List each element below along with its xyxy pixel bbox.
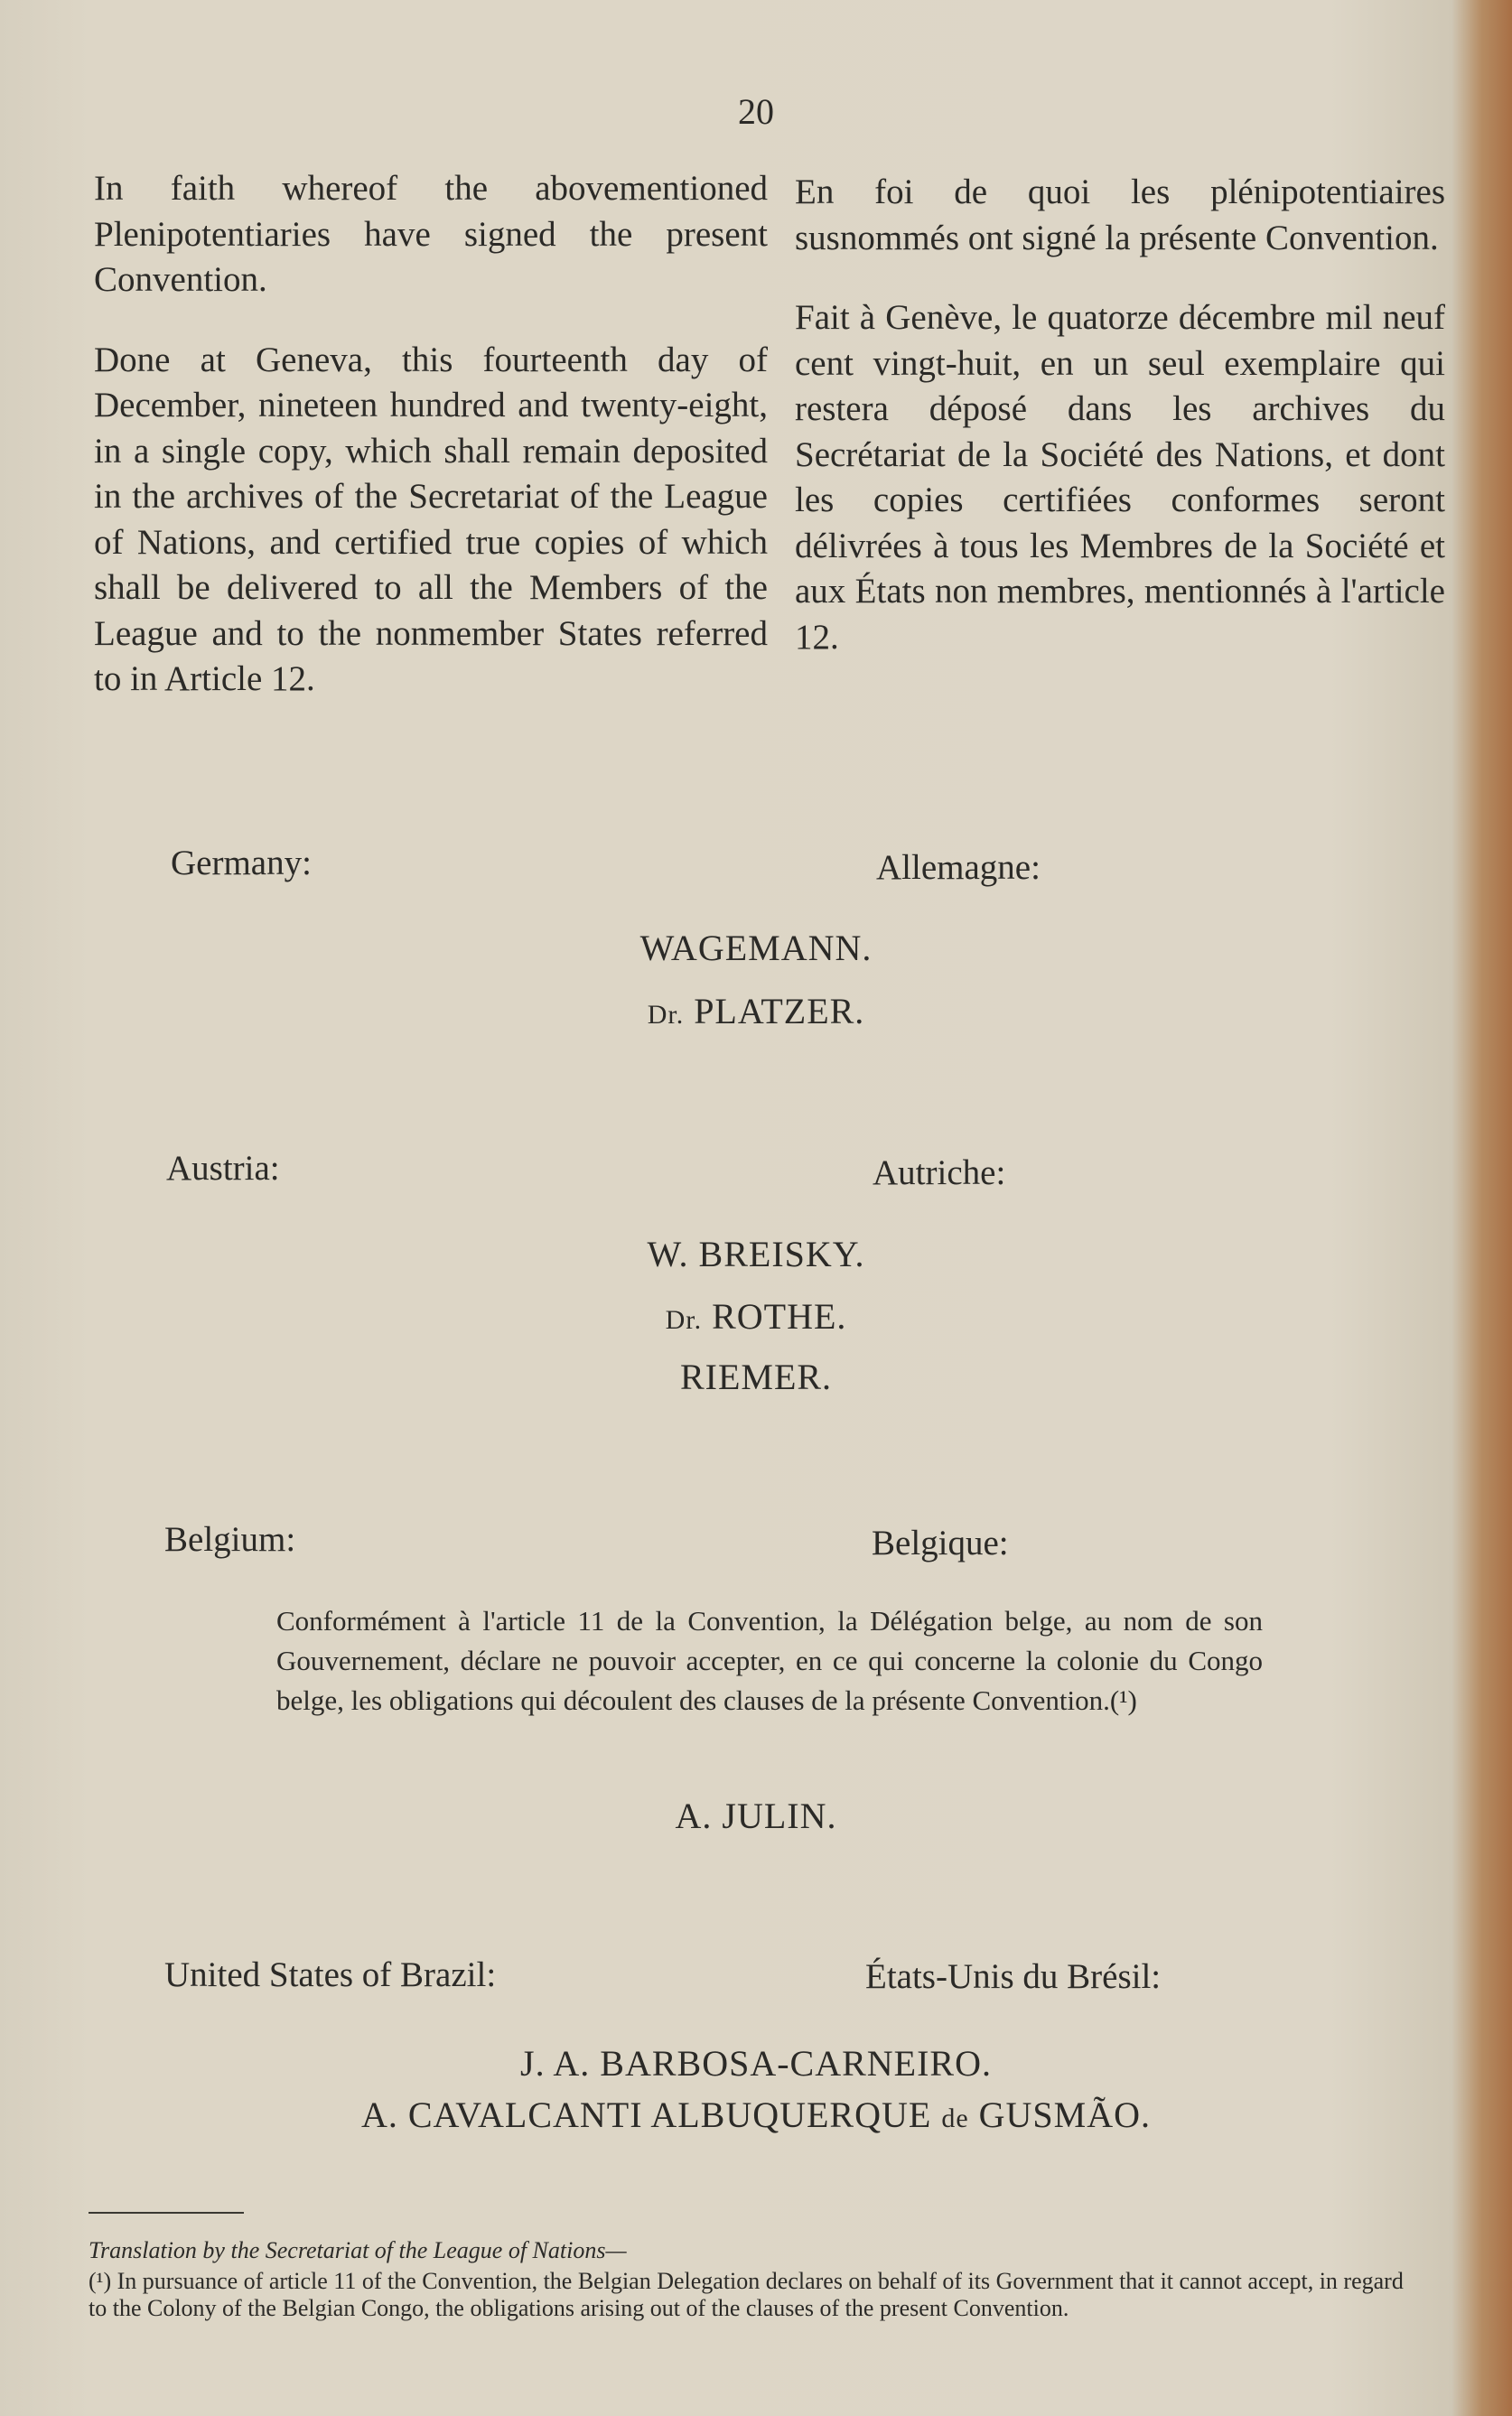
signatory-title-prefix: Dr.: [647, 1000, 685, 1030]
signatory-name-text: J. A. BARBOSA-CARNEIRO.: [520, 2043, 992, 2084]
footnote-text: In pursuance of article 11 of the Convention, the Belgian Delegation declares on behalf of its Government that it cannot accept, in regard to the Colony of the Belgian Congo, the obligations arising out of the clauses of the present Convention.: [89, 2268, 1404, 2321]
english-paragraph-done-at-geneva: Done at Geneva, this fourteenth day of December, nineteen hundred and twenty-eight, in a single copy, which shall remain deposited in the archives of the Secretariat of the League of Nations, and certified true copies of which shall be delivered to all the Members of the League and to the nonmember States referred to in Article 12.: [94, 340, 768, 698]
signatory-name-text: W. BREISKY.: [647, 1234, 865, 1274]
page-number: 20: [738, 91, 774, 132]
signatory-name-particle: de: [941, 2104, 969, 2133]
signatory-name: [0, 2094, 1512, 2136]
signatory-name-text: RIEMER.: [679, 1357, 833, 1397]
signatory-name-text: A. CAVALCANTI ALBUQUERQUE: [360, 2094, 932, 2135]
signatory-name-text: WAGEMANN.: [639, 928, 873, 968]
french-column: [795, 170, 1445, 660]
footnote-title: Translation by the Secretariat of the League of Nations—: [89, 2237, 627, 2263]
country-label-brazil-en: United States of Brazil:: [164, 1955, 497, 1994]
french-paragraph-en-foi: En foi de quoi les plénipotentiaires susnommés ont signé la présente Convention.: [795, 173, 1445, 257]
footnote-marker: (¹): [89, 2268, 112, 2294]
signatory-name-text: A. JULIN.: [675, 1796, 837, 1836]
signatory-name: [0, 1295, 1512, 1338]
signatory-title-prefix: Dr.: [665, 1305, 703, 1335]
country-label-austria-en: Austria:: [166, 1149, 280, 1188]
signatory-name-text: GUSMÃO.: [978, 2094, 1151, 2135]
signatory-name-text: ROTHE.: [712, 1296, 847, 1337]
signatory-name: [0, 927, 1512, 969]
country-label-belgium-en: Belgium:: [164, 1520, 296, 1559]
signatory-name-text: PLATZER.: [694, 991, 865, 1031]
signatory-name: [0, 1795, 1512, 1837]
signatory-name: [0, 2042, 1512, 2085]
country-label-brazil-fr: États-Unis du Brésil:: [865, 1957, 1162, 1996]
country-label-germany-en: Germany:: [171, 844, 312, 882]
country-label-germany-fr: Allemagne:: [876, 848, 1041, 887]
signatory-name: [0, 1233, 1512, 1275]
country-label-belgium-fr: Belgique:: [872, 1524, 1009, 1562]
signatory-name: [0, 1356, 1512, 1398]
footnote: [89, 2237, 1425, 2322]
footnote-reference: (¹): [1109, 1684, 1137, 1716]
belgium-declaration: [276, 1601, 1263, 1721]
country-label-austria-fr: Autriche:: [873, 1153, 1006, 1192]
signatory-name: [0, 990, 1512, 1032]
english-paragraph-in-faith: In faith whereof the abovementioned Plenipotentiaries have signed the present Convention.: [94, 169, 768, 299]
english-column: [94, 166, 768, 703]
footnote-separator: [89, 2212, 244, 2214]
french-paragraph-fait-a-geneve: Fait à Genève, le quatorze décembre mil neuf cent vingt-huit, en un seul exemplaire qui restera déposé dans les archives du Secrétariat de la Société des Nations, et dont les copies certifiées conformes seront délivrées à tous les Membres de la Société et aux États non membres, mentionnés à l'article 12.: [795, 298, 1445, 657]
belgium-declaration-text: Conformément à l'article 11 de la Convention, la Délégation belge, au nom de son Gouvernement, déclare ne pouvoir accepter, en ce qui concerne la colonie du Congo belge, les obligations qui découlent des clauses de la présente Convention.: [276, 1605, 1263, 1716]
